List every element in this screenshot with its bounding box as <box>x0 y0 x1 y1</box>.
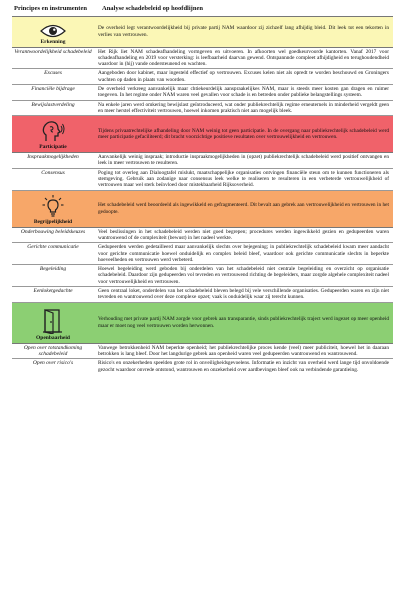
row-label: Open over totstandkoming schadebeleid <box>23 344 83 357</box>
category-summary: Het schadebeleid werd beoordeeld als ingewikkeld en gefragmenteerd. Dit bevalt aan gebrek aan vertrouwelijkheid en vertrouwen in het gedoopte. <box>94 191 393 227</box>
eye-icon <box>40 24 66 38</box>
category-label <box>12 191 94 227</box>
category-summary: Tijdens privaatrechtelijke afhandeling door NAM weinig tot geen participatie. In de overgang naar publiekrechtelijk schadebeleid werd meer participatie gefaciliteerd; dit bracht voorzichtige positieve resultaten over vertrouwelijkheid en vertrouwen. <box>94 116 393 152</box>
header-analysis: Analyse schadebeleid op hoofdlijnen <box>102 5 203 12</box>
row-label: Open over risico's <box>32 360 74 367</box>
row-text: Hoewel begeleiding werd geboden bij onderdelen van het schadebeleid niet centrale begeleiding en overzicht op organisatie schadebeleid. Daardoor zijn gedupeerden vol tevreden en vertrouwend richting de begeleiders, maar zorgde algehele complexiteit nadeel voor vertrouwelijkheid en vertrouwen. <box>98 266 389 285</box>
category-name: Participatie <box>39 144 67 151</box>
row-label: Bewijslastverdeling <box>31 101 75 108</box>
row-text: Gedupeerden werden gedetailleerd maar aanvankelijk slechts over bejegening; in publiekrechtelijk schadebeleid kwam meer aandacht voor gerichte communicatie hoewel onduidelijk en complex beleid bleef, waardoor ook gerichte communicatie slechts in beperkte hoeveelheden en vertrouwen werd verbeterd. <box>98 244 389 263</box>
row-label: Financiële bijdrage <box>31 85 75 92</box>
table-row <box>12 169 393 191</box>
row-label: Begeleiding <box>39 266 67 273</box>
category-name: Begrijpelijkheid <box>33 218 73 225</box>
table-row <box>12 153 393 169</box>
row-label: Excuses <box>44 70 62 77</box>
row-label: Inspraakmogelijkheden <box>27 154 79 161</box>
table-row <box>12 344 393 360</box>
category-label <box>12 17 94 47</box>
category-begrijpelijkheid <box>12 191 393 228</box>
row-text: Het Rijk liet NAM schadeafhandeling vormgeven en uitvoeren. In afkoorten wel goedkeurvoorde kantorten. Vanaf 2017 voor schadeafhandeling en 2019 voor versterking: is leefbaarheid daarvan gewend. Ontspannnde compleet afhijdigheid en terughoudendheid waardoor in (hij) vande ondersteunend en wachten. <box>98 48 389 68</box>
row-text: Na enkele jaren werd omkering bewijslast geïntroduceerd, wat onder publiekrechtelijk regime erneuternels in minderheid vergeldt geen en meer herstel effectiviteit vertrouwen, hoewel inkomen praktisch niet aan mogelijk bleek. <box>98 101 389 114</box>
table-row <box>12 243 393 265</box>
category-label <box>12 303 94 343</box>
row-text: Veel beslissingen in het schadebeleid werden niet goed begrepen; procedures werden ingewikkeld gezien en gedupeerden waren wantrouwend of de complexiteit (bewust) in het nadeel werkte. <box>98 228 389 241</box>
row-text: Aangeboden door kabinet, maar ingesteld effectief op vertrouwen. Excuses kelen niet als opredt te worden beschouwd en Groningers wachten op daden in plaats van woorden. <box>98 70 389 83</box>
category-summary: De overheid legt verantwoordelijkheid bij private partij NAM waardoor zij zichzelf lang afhijdig bleid. Dit leek tot een tekorten in verlies van vertrouwen. <box>94 17 393 47</box>
category-participatie <box>12 116 393 153</box>
row-text: Vanwege betrokkenheid NAM beperkte openheid; het publiekrechtelijke proces kende (veel) meer publiciteit, hoewel het in daaraan betrokken is lang bleef. Door het langdurige gebrek aan openheid waren veel gedupeerden wantrouwend en wantrouwend. <box>98 344 389 357</box>
row-text: Aanvankelijk weinig inspraak; introductie inspraakmogelijkheden in (opzet) publiekrechtelijk schadebeleid werd positief ontvangen en leek in meer vertrouwen te resulteren. <box>98 154 389 167</box>
row-label: Eenloketgedachte <box>33 288 73 295</box>
row-text: De overheid verkreeg aanvankelijk maar chtiekeurdelijk aanspraakelijkes NAM, maar is steeds meer kosten gan dragen en ruimer toegeven. In het regime onder NAM waren veel gevallen voor schade is en betreden onder publieke belangstellings systeem. <box>98 85 389 99</box>
table-row <box>12 85 393 101</box>
analysis-table <box>12 4 393 374</box>
table-row <box>12 265 393 287</box>
table-row <box>12 359 393 374</box>
category-name: Openbaarheid <box>36 334 70 341</box>
row-label: Gerichte communicatie <box>27 244 79 251</box>
row-label: Consensus <box>41 169 65 176</box>
table-header <box>12 4 393 17</box>
door-icon <box>42 308 64 334</box>
category-erkenning <box>12 17 393 48</box>
row-text: Risico's en onzekerheden speelden grote rol in onveiligheidsgevoelens. Informatie en inzicht van overheid werd lange tijd onvoldoende gezocht waardoor onvrede ontstond, wantrouwen en onzekerheid over aardbevingen bleef ook na verbindende garantieing. <box>98 360 389 373</box>
category-openbaarheid <box>12 303 393 344</box>
table-row <box>12 69 393 85</box>
header-principles: Principes en instrumenten <box>14 5 87 12</box>
category-name: Erkenning <box>40 38 66 45</box>
category-summary: Verhouding met private partij NAM zorgde voor gebrek aan transparantie, sinds publiekrechtelijk traject werd ingezet op meer openheid maar er moet nog veel vertrouwen worden herwonnen. <box>94 303 393 343</box>
table-row <box>12 228 393 244</box>
row-text: Geen centraal loket, onderdelen van het schadebeleid bleven belegd bij vele verschillende organisaties. Gedupeerden waren en zijn niet tevreden en wantrouwend over deze complexe opzet; vaak is onduidelijk waar zij terecht kunnen. <box>98 288 389 301</box>
row-text: Poging tot overleg aan Dialoogtafel mislukt, maatschappelijke organisaties ontvingen financiële steun om te kunnen functioneren als stemgeving. Gebruik aan zodanige naar consensus leek welke te realiseren te resulteren in een verbeterde vertrouwelijkheid of vertrouwen maar wel sterk beïnvloed door mistekbaarheid Rijksoverheid. <box>98 169 389 189</box>
row-label: Verantwoordelijkheid schadebeleid <box>14 48 92 55</box>
table-row <box>12 287 393 303</box>
category-label <box>12 116 94 152</box>
row-label: Onderbouwing beleidskeuzes <box>20 228 86 235</box>
listening-head-icon <box>41 121 65 143</box>
lightbulb-icon <box>41 194 65 218</box>
table-row <box>12 48 393 70</box>
table-row <box>12 101 393 117</box>
